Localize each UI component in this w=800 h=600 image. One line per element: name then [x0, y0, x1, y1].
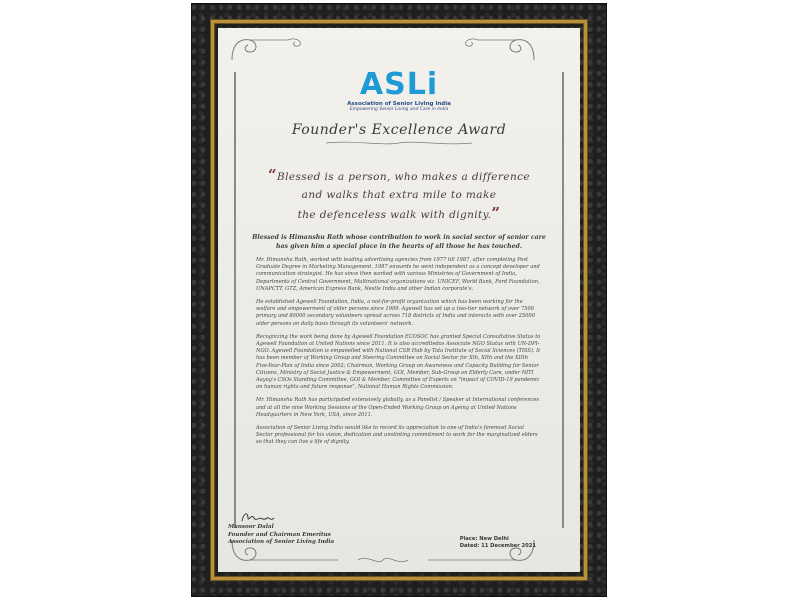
- body-paragraph: He established Agewell Foundation, India, a not-for-profit organization which has been working for the welfare and empowerment of older persons since 1999. Agewell has set up a two-tier network of over 7500 primary and 80000 secondary volunteers spread across 718 districts of India and interacts with over 25000 older persons on daily basis through its volunteers' network.: [256, 299, 535, 327]
- signature-area: [222, 510, 576, 560]
- body-paragraph: Association of Senior Living India would like to record its appreciation to one of India's foremost Social Sector professional for his vision, dedication and unstinting commitment to work for the marginalized elders so that they can live a life of dignity.: [256, 425, 538, 446]
- logo-wordmark: ASLi: [359, 67, 439, 102]
- body-paragraph: Mr. Himanshu Rath has participated extensively globally, as a Panelist / Speaker at International conferences and at all the nine Working Sessions of the Open-Ended Working Group on Ageing at United Nations Headquarters in New York, USA, since 2011.: [256, 397, 540, 418]
- quote-line-2: and walks that extra mile to make: [301, 189, 497, 201]
- place-text: Place: New Delhi: [459, 536, 509, 542]
- date-text: Dated: 11 December 2021: [459, 543, 536, 549]
- certificate-paper: [218, 28, 580, 572]
- close-quote-icon: ”: [491, 204, 501, 222]
- top-ornament: [228, 34, 538, 64]
- open-quote-icon: “: [267, 166, 277, 184]
- place-date-block: [460, 536, 536, 550]
- body-paragraph: Mr. Himanshu Rath, worked with leading advertising agencies from 1977 till 1987, after completing Post Graduate Degree in Marketing Management. 1987 onwards he went independent as a concept developer and communication strategist. He has since then worked with various Ministries of Government of India, Departments of Central Government, Multinational organizations viz. UNICEF, World Bank, Ford Foundation, UNAPCTT, GTZ, American Express Bank, Nestle India and other Indian corporate's.: [256, 257, 540, 292]
- quote-line-1: Blessed is a person, who makes a difference: [277, 171, 531, 183]
- logo-tagline: Empowering Senior Living and Care in India: [349, 107, 449, 112]
- signatory-block: [228, 524, 334, 547]
- title-flourish-icon: [324, 140, 474, 146]
- right-border-line: [562, 72, 564, 528]
- intro-line-1: Blessed is Himanshu Rath whose contribution to work in social sector of senior care: [252, 234, 546, 241]
- signature-icon: [240, 510, 280, 524]
- signatory-name: Mansoor Dalal: [228, 524, 274, 530]
- signatory-org: Association of Senior Living India: [228, 539, 335, 545]
- quote-block: [256, 166, 542, 224]
- signatory-title: Founder and Chairman Emeritus: [228, 531, 331, 538]
- asli-logo: [252, 67, 546, 112]
- intro-line-2: has given him a special place in the hearts of all those he has touched.: [275, 243, 523, 250]
- left-border-line: [234, 72, 236, 528]
- certificate-content: [252, 68, 546, 536]
- quote-line-3: the defenceless walk with dignity.: [297, 209, 492, 221]
- certificate-frame: [192, 4, 606, 596]
- award-title: Founder's Excellence Award: [291, 122, 507, 138]
- body-paragraph: Recognizing the work being done by Agewell Foundation ECOSOC has granted Special Consultative Status to Agewell Foundation at United Nations since 2011. It is also accreditedas Associate NGO Status with UN-DPI-NGO. Agewell Foundation is empanelled with National CSR Hub by Tata Institute of Social Sciences (TISS). It has been member of Working Group and Steering Committee on Social Sector for Xth, XIth and the XIIth Five-Year-Plan of India since 2002; Chairman, Working Group on Awareness and Capacity Building for Senior Citizens, Ministry of Social Justice & Empowerment, GOI, Member, Sub-Group on Elderly Care, under NITI Aayog's CSOs Standing Committee, GOI & Member, Committee of Experts on "impact of COVID-19 pandemic on human rights and future response", National Human Rights Commission.: [256, 333, 541, 391]
- logo-org-name: Association of Senior Living India: [347, 101, 451, 107]
- intro-text: [252, 233, 546, 251]
